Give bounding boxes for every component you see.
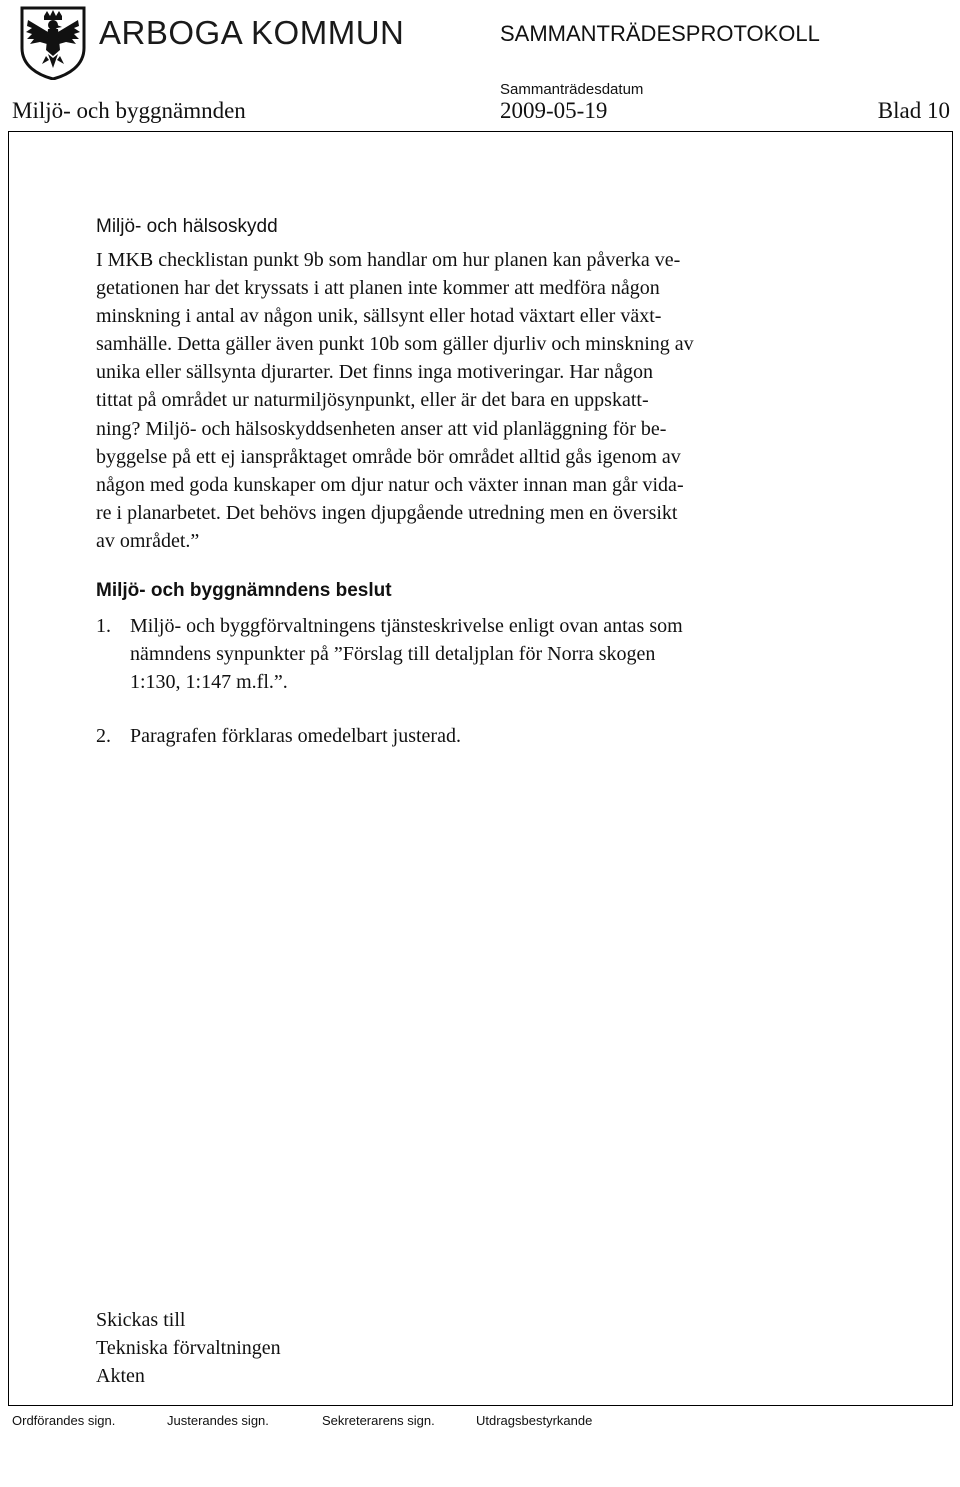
body-line: minskning i antal av någon unik, sällsynt eller hotad växtart eller växt-	[96, 305, 662, 328]
body-line: av området.”	[96, 529, 200, 552]
municipality-logo-text: ARBOGA KOMMUN	[99, 14, 405, 51]
body-line: ning? Miljö- och hälsoskyddsenheten anser att vid planläggning för be-	[96, 417, 667, 440]
meeting-date: 2009-05-19	[500, 98, 608, 123]
decision-number: 2.	[96, 725, 111, 747]
adjuster-signature-label: Justerandes sign.	[167, 1413, 269, 1428]
body-line: unika eller sällsynta djurarter. Det finns inga motiveringar. Har någon	[96, 361, 654, 384]
decision-number: 1.	[96, 615, 111, 637]
certified-extract-label: Utdragsbestyrkande	[476, 1413, 593, 1428]
body-line: någon med goda kunskaper om djur natur och växter innan man går vida-	[96, 473, 684, 496]
secretary-signature-label: Sekreterarens sign.	[322, 1413, 435, 1428]
body-line: re i planarbetet. Det behövs ingen djupgående utredning men en översikt	[96, 501, 678, 524]
decision-line: Miljö- och byggförvaltningens tjänsteskrivelse enligt ovan antas som	[130, 615, 683, 637]
section-heading: Miljö- och hälsoskydd	[96, 216, 278, 237]
body-line: byggelse på ett ej ianspråktaget område bör området alltid gås igenom av	[96, 445, 681, 468]
document-type: SAMMANTRÄDESPROTOKOLL	[500, 21, 820, 46]
coat-of-arms-eagle-icon	[18, 6, 88, 80]
body-paragraph	[96, 246, 841, 555]
body-line: tittat på området ur naturmiljösynpunkt, eller är det bara en uppskatt-	[96, 389, 649, 412]
sheet-number: Blad 10	[877, 98, 950, 123]
distribution-list	[96, 1306, 281, 1390]
distribution-label: Skickas till	[96, 1309, 186, 1331]
body-line: getationen har det kryssats i att planen inte kommer att medföra någon	[96, 277, 660, 300]
distribution-recipient: Tekniska förvaltningen	[96, 1337, 281, 1359]
chair-signature-label: Ordförandes sign.	[12, 1413, 116, 1428]
body-line: I MKB checklistan punkt 9b som handlar om hur planen kan påverka ve-	[96, 249, 681, 271]
decision-heading: Miljö- och byggnämndens beslut	[96, 580, 392, 601]
meeting-date-label: Sammanträdesdatum	[500, 81, 644, 98]
decision-line: nämndens synpunkter på ”Förslag till detaljplan för Norra skogen	[130, 643, 656, 665]
decision-line: 1:130, 1:147 m.fl.”.	[130, 671, 288, 693]
decision-line: Paragrafen förklaras omedelbart justerad.	[130, 725, 461, 747]
body-line: samhälle. Detta gäller även punkt 10b som gäller djurliv och minskning av	[96, 333, 694, 356]
distribution-recipient: Akten	[96, 1365, 145, 1387]
committee-name: Miljö- och byggnämnden	[12, 98, 246, 123]
